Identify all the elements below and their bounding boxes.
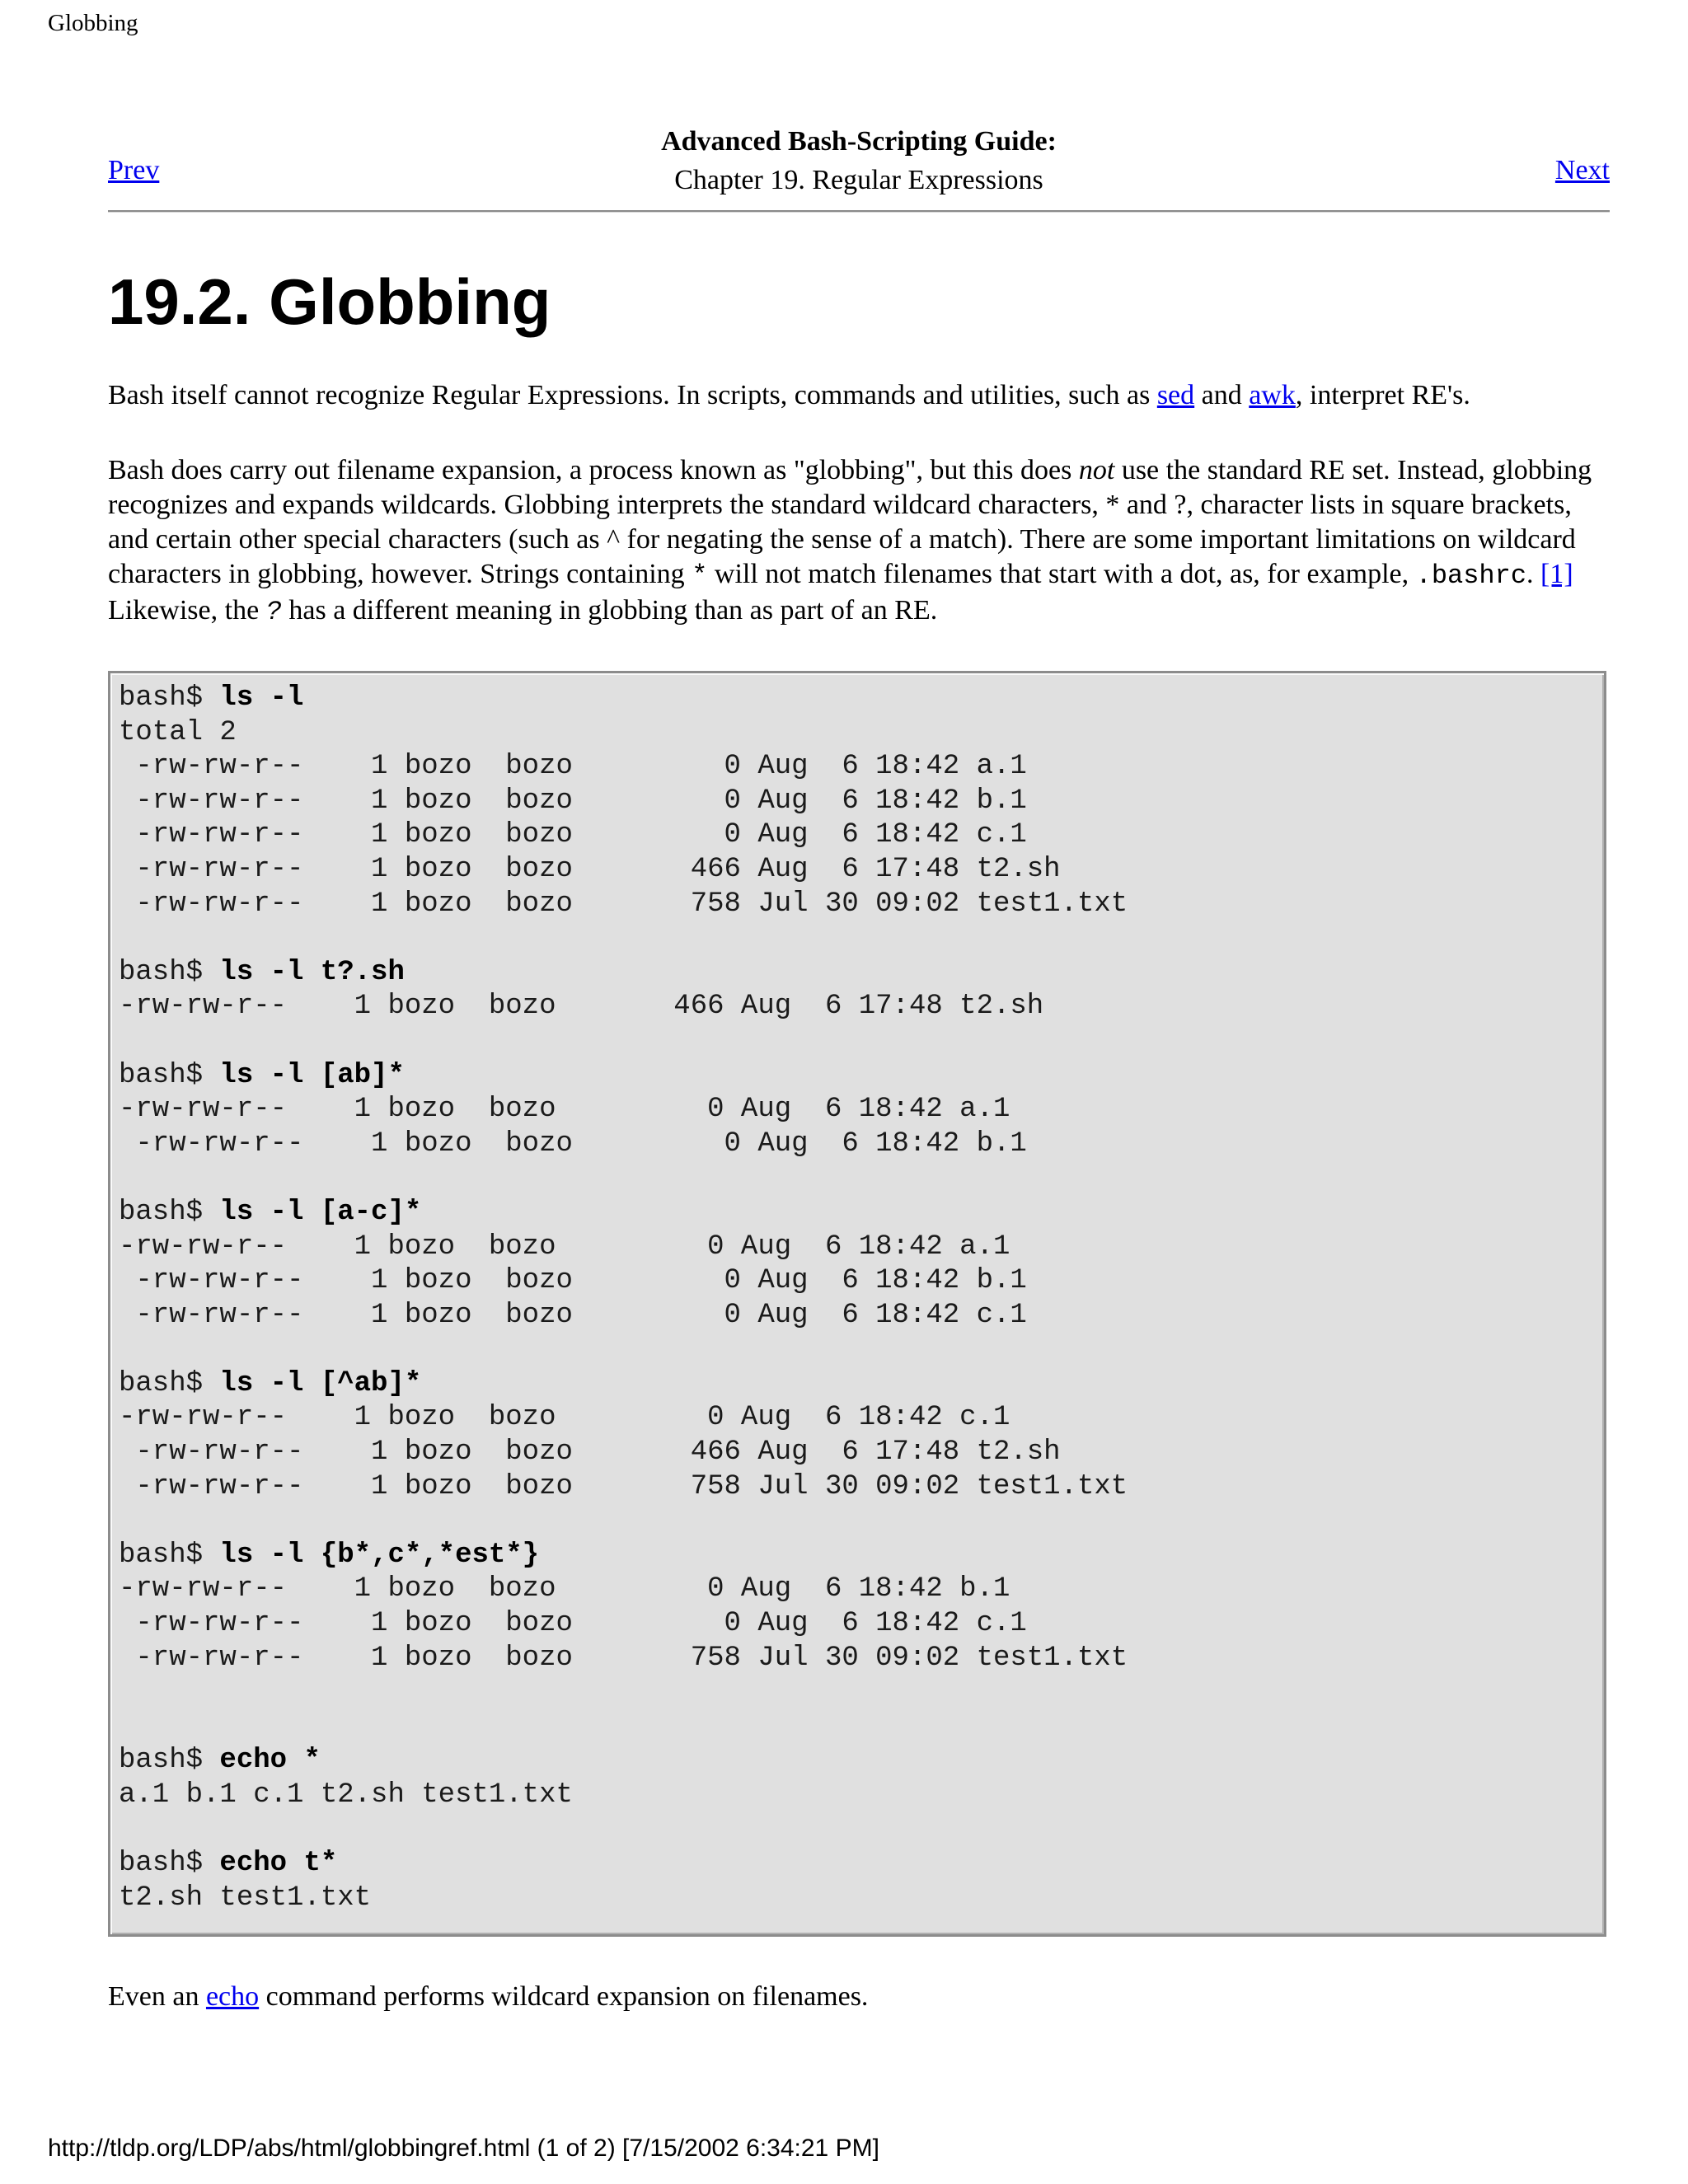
para2-text-5: Likewise, the [108, 595, 266, 626]
command-line [119, 1745, 321, 1776]
output-line: -rw-rw-r-- 1 bozo bozo 0 Aug 6 18:42 c.1 [119, 1402, 1010, 1434]
output-line: t2.sh test1.txt [119, 1882, 372, 1914]
globbing-paragraph [108, 453, 1610, 630]
output-line: -rw-rw-r-- 1 bozo bozo 0 Aug 6 18:42 c.1 [119, 1608, 1027, 1640]
shell-prompt: bash$ [119, 1196, 220, 1228]
output-line: -rw-rw-r-- 1 bozo bozo 0 Aug 6 18:42 a.1 [119, 1230, 1010, 1263]
navigation-header [108, 122, 1610, 213]
command-text: ls -l [219, 682, 304, 714]
output-line: -rw-rw-r-- 1 bozo bozo 758 Jul 30 09:02 test1.txt [119, 1642, 1128, 1674]
command-line [119, 957, 405, 988]
output-line: -rw-rw-r-- 1 bozo bozo 0 Aug 6 18:42 c.1 [119, 1299, 1027, 1331]
prev-link[interactable]: Prev [108, 155, 160, 185]
header-divider [108, 210, 1610, 213]
nav-titles [108, 122, 1610, 199]
output-line: -rw-rw-r-- 1 bozo bozo 0 Aug 6 18:42 b.1 [119, 785, 1027, 817]
command-text: ls -l t?.sh [219, 956, 405, 988]
code-question: ? [265, 597, 282, 627]
command-text: echo t* [219, 1848, 338, 1880]
command-text: ls -l {b*,c*,*est*} [219, 1539, 540, 1571]
shell-prompt: bash$ [119, 1848, 220, 1880]
output-line: -rw-rw-r-- 1 bozo bozo 0 Aug 6 18:42 b.1 [119, 1573, 1010, 1605]
command-line [119, 1060, 405, 1091]
echo-link[interactable]: echo [205, 1981, 260, 2012]
shell-prompt: bash$ [119, 1059, 220, 1091]
code-example-box [108, 671, 1606, 1937]
command-text: echo * [219, 1745, 321, 1777]
output-line: -rw-rw-r-- 1 bozo bozo 0 Aug 6 18:42 a.1 [119, 751, 1027, 783]
output-line: total 2 [119, 716, 237, 748]
command-line [119, 1197, 421, 1228]
command-line [119, 1540, 539, 1571]
output-line: -rw-rw-r-- 1 bozo bozo 466 Aug 6 17:48 t2.sh [119, 991, 1044, 1023]
footnote-link[interactable]: [1] [1540, 559, 1573, 589]
shell-prompt: bash$ [119, 1539, 220, 1571]
section-title: 19.2. Globbing [108, 265, 551, 338]
code-bashrc: .bashrc [1415, 560, 1527, 591]
page-tab-title: Globbing [48, 10, 138, 36]
footer-url: http://tldp.org/LDP/abs/html/globbingref.html (1 of 2) [7/15/2002 6:34:21 PM] [48, 2135, 879, 2162]
command-text: ls -l [^ab]* [219, 1367, 422, 1399]
shell-prompt: bash$ [119, 1745, 220, 1777]
shell-prompt: bash$ [119, 682, 220, 714]
para2-emphasis-not: not [1078, 455, 1115, 485]
shell-prompt: bash$ [119, 956, 220, 988]
shell-prompt: bash$ [119, 1367, 220, 1399]
output-line: -rw-rw-r-- 1 bozo bozo 466 Aug 6 17:48 t2.sh [119, 853, 1061, 885]
awk-link[interactable]: awk [1249, 380, 1296, 410]
command-text: ls -l [ab]* [219, 1059, 405, 1091]
para3-text-2: command performs wildcard expansion on filenames. [259, 1981, 869, 2012]
command-text: ls -l [a-c]* [219, 1196, 422, 1228]
output-line: -rw-rw-r-- 1 bozo bozo 758 Jul 30 09:02 test1.txt [119, 888, 1128, 920]
sed-link[interactable]: sed [1156, 380, 1195, 410]
para2-text-1: Bash does carry out filename expansion, a process known as "globbing", but this does [108, 455, 1079, 485]
output-line: -rw-rw-r-- 1 bozo bozo 0 Aug 6 18:42 a.1 [119, 1094, 1010, 1126]
intro-paragraph [108, 378, 1610, 413]
command-line [119, 1368, 421, 1399]
code-star: * [692, 560, 708, 591]
output-line: a.1 b.1 c.1 t2.sh test1.txt [119, 1779, 573, 1811]
output-line: -rw-rw-r-- 1 bozo bozo 0 Aug 6 18:42 b.1 [119, 1265, 1027, 1297]
para1-text-1: Bash itself cannot recognize Regular Expressions. In scripts, commands and utilities, such as [108, 380, 1157, 410]
output-line: -rw-rw-r-- 1 bozo bozo 758 Jul 30 09:02 test1.txt [119, 1470, 1128, 1502]
output-line: -rw-rw-r-- 1 bozo bozo 0 Aug 6 18:42 b.1 [119, 1127, 1027, 1160]
command-line [119, 1848, 337, 1879]
output-line: -rw-rw-r-- 1 bozo bozo 0 Aug 6 18:42 c.1 [119, 819, 1027, 851]
command-line [119, 682, 303, 714]
next-link[interactable]: Next [1554, 155, 1610, 185]
code-listing [119, 682, 1128, 1915]
para1-text-3: , interpret RE's. [1295, 380, 1470, 410]
para3-text-1: Even an [108, 1981, 206, 2012]
guide-title: Advanced Bash-Scripting Guide: [661, 126, 1057, 157]
para2-text-3: will not match filenames that start with a dot, as, for example, [707, 559, 1416, 589]
para1-text-2: and [1194, 380, 1250, 410]
para2-text-4: . [1526, 559, 1541, 589]
para2-text-2: use the standard RE set. Instead, globbing recognizes and expands wildcards. Globbing interprets the standard wildcard characters, * and ?, character lists in square brackets, and certain other special characters (such as ^ for negating the sense of a match). There are some important limitations on wildcard characters in globbing, however. Strings containing [108, 455, 1592, 589]
chapter-title: Chapter 19. Regular Expressions [674, 165, 1043, 195]
para2-text-6: has a different meaning in globbing than as part of an RE. [281, 595, 938, 626]
echo-paragraph [108, 1980, 1610, 2014]
output-line: -rw-rw-r-- 1 bozo bozo 466 Aug 6 17:48 t2.sh [119, 1436, 1061, 1469]
